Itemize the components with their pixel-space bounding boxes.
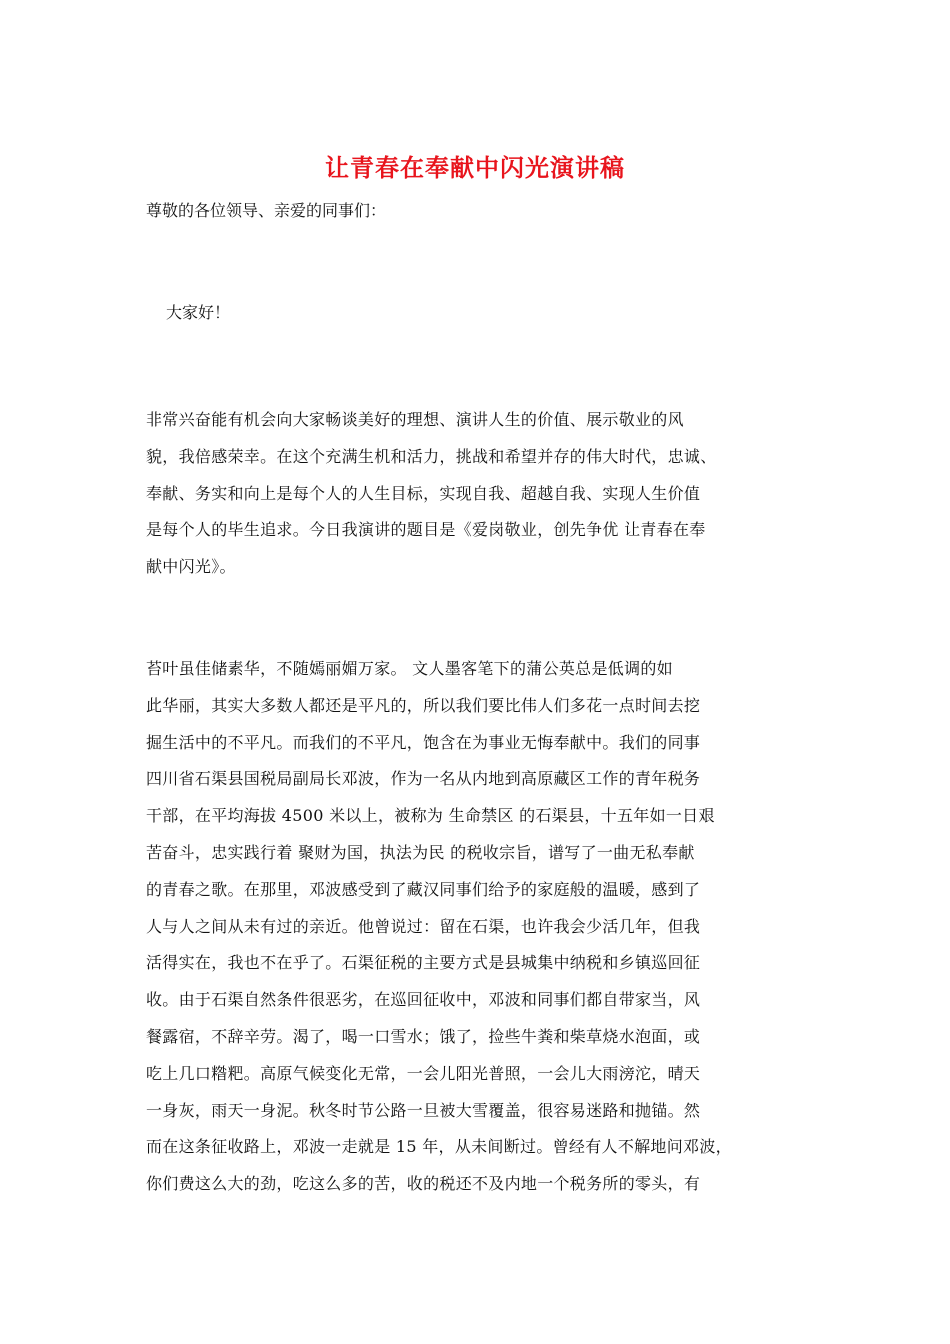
paragraph-line: 是每个人的毕生追求。今日我演讲的题目是《爱岗敬业，创先争优 让青春在奉 [146, 520, 706, 540]
paragraph-line: 献中闪光》。 [146, 557, 236, 577]
document-title: 让青春在奉献中闪光演讲稿 [325, 153, 625, 182]
paragraph-line: 的青春之歌。在那里，邓波感受到了藏汉同事们给予的家庭般的温暖，感到了 [146, 879, 701, 899]
paragraph-line: 非常兴奋能有机会向大家畅谈美好的理想、演讲人生的价值、展示敬业的风 [146, 410, 684, 429]
paragraph-line: 干部，在平均海拔 4500 米以上，被称为 生命禁区 的石渠县，十五年如一日艰 [146, 806, 715, 826]
paragraph-line: 此华丽，其实大多数人都还是平凡的，所以我们要比伟人们多花一点时间去挖 [146, 695, 701, 715]
paragraph-line: 吃上几口糌粑。高原气候变化无常，一会儿阳光普照，一会儿大雨滂沱，晴天 [146, 1063, 701, 1083]
paragraph-intro [146, 402, 812, 586]
paragraph-line: 掘生活中的不平凡。而我们的不平凡，饱含在为事业无悔奉献中。我们的同事 [146, 732, 701, 752]
paragraph-line: 四川省石渠县国税局副局长邓波，作为一名从内地到高原藏区工作的青年税务 [146, 769, 701, 789]
paragraph-story [146, 651, 812, 1203]
paragraph-line: 奉献、务实和向上是每个人的人生目标，实现自我、超越自我、实现人生价值 [146, 483, 701, 503]
paragraph-line: 苔叶虽佳储素华，不随嫣丽媚万家。 文人墨客笔下的蒲公英总是低调的如 [146, 659, 673, 678]
paragraph-line: 人与人之间从未有过的亲近。他曾说过：留在石渠，也许我会少活几年，但我 [146, 916, 701, 936]
paragraph-line: 你们费这么大的劲，吃这么多的苦，收的税还不及内地一个税务所的零头，有 [146, 1174, 701, 1194]
paragraph-line: 收。由于石渠自然条件很恶劣，在巡回征收中，邓波和同事们都自带家当，风 [146, 990, 701, 1010]
salutation: 尊敬的各位领导、亲爱的同事们： [146, 201, 387, 220]
paragraph-line: 一身灰，雨天一身泥。秋冬时节公路一旦被大雪覆盖，很容易迷路和抛锚。然 [146, 1100, 701, 1120]
greeting: 大家好！ [166, 303, 231, 322]
paragraph-line: 餐露宿，不辞辛劳。渴了，喝一口雪水；饿了，捡些牛粪和柴草烧水泡面，或 [146, 1026, 701, 1046]
paragraph-line: 活得实在，我也不在乎了。石渠征税的主要方式是县城集中纳税和乡镇巡回征 [146, 953, 701, 973]
paragraph-line: 苦奋斗，忠实践行着 聚财为国，执法为民 的税收宗旨，谱写了一曲无私奉献 [146, 842, 695, 862]
paragraph-line: 貌，我倍感荣幸。在这个充满生机和活力，挑战和希望并存的伟大时代，忠诚、 [146, 446, 717, 466]
paragraph-line: 而在这条征收路上，邓波一走就是 15 年，从未间断过。曾经有人不解地问邓波， [146, 1137, 732, 1157]
